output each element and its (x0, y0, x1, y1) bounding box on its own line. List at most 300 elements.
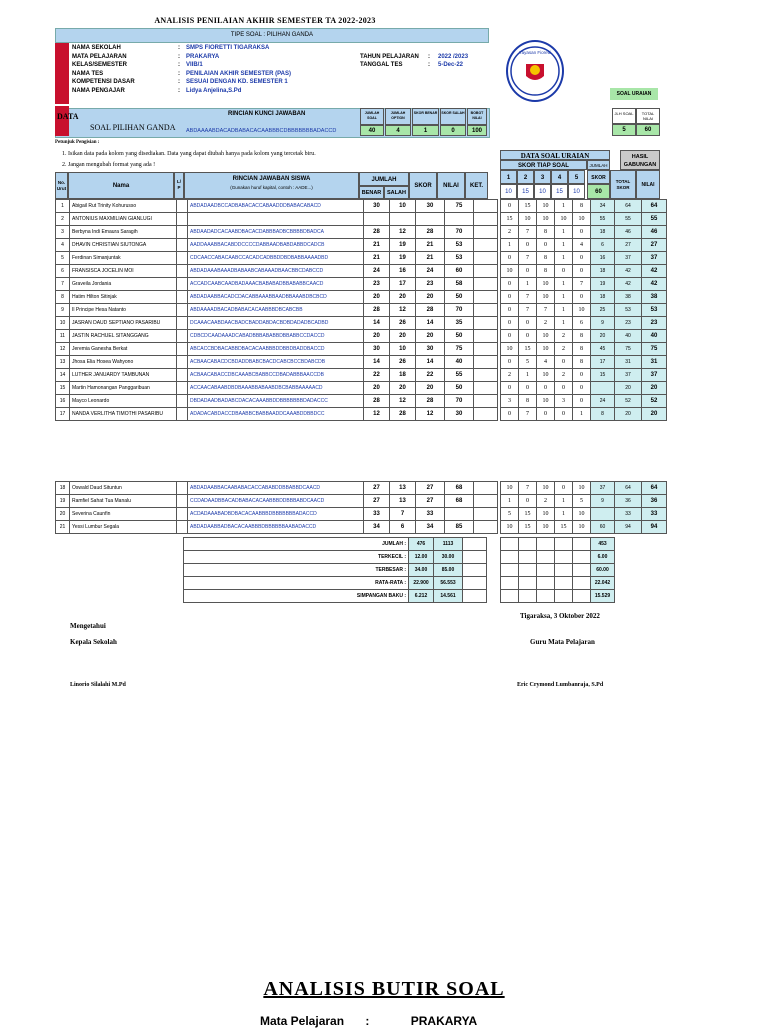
uraian-total: 75 (615, 343, 642, 356)
uraian-score: 3 (555, 395, 573, 408)
uraian-row (501, 291, 667, 304)
uraian-total: 38 (615, 291, 642, 304)
row-nilai: 53 (445, 252, 474, 265)
row-no: 17 (56, 408, 70, 421)
uraian-total: 40 (615, 330, 642, 343)
uraian-total: 23 (615, 317, 642, 330)
uraian-max: 10 (500, 184, 517, 199)
info-colon: : (178, 45, 180, 51)
info-value: PENILAIAN AKHIR SEMESTER (PAS) (186, 70, 292, 77)
header-small-label: SKOR BENAR (412, 108, 439, 125)
uraian-score: 0 (501, 356, 519, 369)
uraian-max: 10 (568, 184, 585, 199)
uraian-score: 10 (537, 508, 555, 521)
info-row (0, 45, 480, 53)
uraian-row (501, 356, 667, 369)
uraian-total: 42 (615, 265, 642, 278)
uraian-score: 0 (501, 200, 519, 213)
row-ket (474, 356, 498, 369)
uraian-small-value: 60 (636, 124, 660, 136)
info-key: KOMPETENSI DASAR (72, 79, 135, 85)
row-name: LUTHER JANUARDY TAMBUNAN (70, 369, 177, 382)
uraian-score: 0 (555, 408, 573, 421)
info-key: KELAS/SEMESTER (72, 62, 128, 68)
uraian-col: 5 (568, 170, 585, 184)
uraian-stats-empty (501, 538, 519, 551)
uraian-score: 0 (501, 291, 519, 304)
soal-pg-label: SOAL PILIHAN GANDA (90, 123, 176, 132)
uraian-total: 52 (615, 395, 642, 408)
uraian-score: 10 (537, 482, 555, 495)
info-colon: : (178, 53, 180, 60)
header-small-label: JUMLAH SOAL (360, 108, 384, 125)
header-rincian-sub: (Gunakan huruf kapital, contoh : AADE...) (230, 185, 313, 190)
uraian-col: 3 (534, 170, 551, 184)
uraian-score: 10 (537, 213, 555, 226)
row-ket (474, 330, 498, 343)
row-name: Severina Caunfin (70, 508, 177, 521)
table-row (56, 317, 498, 330)
row-answers (188, 213, 364, 226)
uraian-score: 0 (573, 395, 591, 408)
uraian-row (501, 200, 667, 213)
row-benar: 27 (364, 482, 390, 495)
stats-b: 56.553 (434, 577, 463, 590)
uraian-score: 0 (537, 408, 555, 421)
uraian-score: 8 (537, 252, 555, 265)
table-row (56, 200, 498, 213)
info-key: MATA PELAJARAN (72, 53, 127, 60)
uraian-score: 7 (519, 291, 537, 304)
uraian-nilai-val: 40 (642, 330, 667, 343)
uraian-stats-empty (537, 590, 555, 603)
row-answers: CDBCDCAADAAADCABADBBBABABBDBBABBCCDACCD (188, 330, 364, 343)
row-nilai: 70 (445, 395, 474, 408)
row-skor: 21 (416, 239, 445, 252)
uraian-nilai-val: 64 (642, 482, 667, 495)
uraian-total: 94 (615, 521, 642, 534)
guru-name: Eric Crymond Lumbanraja, S.Pd (517, 682, 604, 688)
uraian-stats-empty (573, 551, 591, 564)
row-lp (177, 239, 188, 252)
header-no: No. Urut (55, 172, 68, 199)
uraian-score: 7 (519, 252, 537, 265)
uraian-table (500, 199, 667, 421)
row-lp (177, 213, 188, 226)
info-row (0, 88, 480, 96)
table-row (56, 278, 498, 291)
stats-label: RATA-RATA : (184, 577, 409, 590)
place-date: Tigaraksa, 3 Oktober 2022 (520, 612, 600, 620)
row-answers: ABDAADADCACAABDBACACDABBBADBCBBBBDBADCA (188, 226, 364, 239)
row-salah: 19 (390, 252, 416, 265)
uraian-score: 1 (555, 304, 573, 317)
uraian-score: 7 (519, 408, 537, 421)
row-answers: ACBAACABACDCBDADDBABCBACDCABCBCCBDABCDB (188, 356, 364, 369)
uraian-row (501, 317, 667, 330)
uraian-hasil: HASIL GABUNGAN (620, 150, 660, 170)
row-ket (474, 265, 498, 278)
row-skor: 27 (416, 482, 445, 495)
info-key: NAMA SEKOLAH (72, 45, 121, 51)
row-answers: AADDAAABBACABDDCCCCDABBAADBABDABBDCADCB (188, 239, 364, 252)
uraian-score: 10 (501, 265, 519, 278)
row-nilai: 40 (445, 356, 474, 369)
uraian-score: 1 (519, 278, 537, 291)
stats-label: TERBESAR : (184, 564, 409, 577)
uraian-col: 2 (517, 170, 534, 184)
uraian-stats-empty (537, 577, 555, 590)
stats-b: 85.00 (434, 564, 463, 577)
row-answers: ABCACCBDBACABBDBACACAABBBDDBBDBADDBACCD (188, 343, 364, 356)
row-name: Il Principe Hesa Natanto (70, 304, 177, 317)
row-ket (474, 395, 498, 408)
stats-empty (463, 551, 487, 564)
uraian-score: 10 (537, 521, 555, 534)
row-lp (177, 495, 188, 508)
header-benar: BENAR (359, 186, 384, 199)
row-lp (177, 304, 188, 317)
uraian-row (501, 252, 667, 265)
row-answers: ACCADCAABCAADBADAAACBABABADBBABABBCAACD (188, 278, 364, 291)
row-nilai: 50 (445, 382, 474, 395)
info-colon: : (178, 87, 180, 94)
row-name: Oswald Daud Situntun (70, 482, 177, 495)
table-row (56, 521, 498, 534)
uraian-max: 15 (517, 184, 534, 199)
row-name: FRANSISCA JOCELIN MOI (70, 265, 177, 278)
uraian-row (501, 239, 667, 252)
row-name: Hatim Hilton Sitinjak (70, 291, 177, 304)
uraian-stats-table (500, 537, 615, 603)
uraian-total: 42 (615, 278, 642, 291)
uraian-total: 55 (615, 213, 642, 226)
row-answers: CDCAACCABACAABCCACADCADBBDDBDBABBAAAADBD (188, 252, 364, 265)
uraian-total: 46 (615, 226, 642, 239)
uraian-sum: 6 (591, 239, 615, 252)
uraian-stats-empty (573, 564, 591, 577)
uraian-score: 10 (501, 521, 519, 534)
info-colon: : (178, 62, 180, 68)
row-no: 20 (56, 508, 70, 521)
uraian-nilai-val: 27 (642, 239, 667, 252)
uraian-nilai-val: 42 (642, 265, 667, 278)
row-salah: 26 (390, 356, 416, 369)
row-ket (474, 252, 498, 265)
stats-empty (463, 564, 487, 577)
row-benar: 12 (364, 408, 390, 421)
row-ket (474, 278, 498, 291)
uraian-score: 7 (519, 482, 537, 495)
uraian-score: 2 (537, 317, 555, 330)
petunjuk-1: 1. Isikan data pada kolom yang disediakan. Data yang dapat diubah hanya pada kolom yang tercetak biru. (62, 151, 316, 157)
uraian-score: 0 (501, 330, 519, 343)
row-ket (474, 200, 498, 213)
info-value-right: 2022 /2023 (438, 53, 469, 60)
row-answers: ACDADAAABADBDBACACAABBBDBBBBBBBADACCD (188, 508, 364, 521)
uraian-total: 31 (615, 356, 642, 369)
uraian-score: 0 (537, 382, 555, 395)
info-value: VIIB/1 (186, 62, 203, 68)
row-benar: 33 (364, 508, 390, 521)
info-key: NAMA PENGAJAR (72, 87, 125, 94)
uraian-score: 0 (501, 252, 519, 265)
row-benar: 30 (364, 200, 390, 213)
uraian-stats-row (501, 538, 615, 551)
soal-uraian-label: SOAL URAIAN (610, 88, 658, 100)
row-benar: 14 (364, 317, 390, 330)
uraian-score: 10 (573, 304, 591, 317)
stats-label: TERKECIL : (184, 551, 409, 564)
uraian-stats-empty (573, 590, 591, 603)
row-answers: ABDADAABBACADCDACABBAAABBAADBBAAABDBCBCD (188, 291, 364, 304)
row-name: NANDA VERLITHA TIMOTHI PASARIBU (70, 408, 177, 421)
uraian-score: 15 (501, 213, 519, 226)
row-no: 11 (56, 330, 70, 343)
uraian-total: 64 (615, 200, 642, 213)
uraian-score: 10 (537, 369, 555, 382)
row-salah: 20 (390, 330, 416, 343)
uraian-score: 0 (537, 239, 555, 252)
info-value: PRAKARYA (186, 53, 220, 60)
uraian-score: 15 (519, 200, 537, 213)
stats-row (184, 590, 487, 603)
row-skor: 34 (416, 521, 445, 534)
uraian-score: 10 (555, 213, 573, 226)
row-nilai: 50 (445, 330, 474, 343)
uraian-score: 1 (573, 408, 591, 421)
uraian-stats-empty (537, 551, 555, 564)
row-lp (177, 200, 188, 213)
stats-a: 34.00 (409, 564, 434, 577)
uraian-row (501, 521, 667, 534)
header-nama: Nama (68, 172, 174, 199)
row-answers: ABDADAADBCCADBABACACCABAADDDBABACABACD (188, 200, 364, 213)
mp-label: Mata Pelajaran (260, 1014, 345, 1028)
stats-empty (463, 590, 487, 603)
stats-a: 22.900 (409, 577, 434, 590)
row-benar: 24 (364, 265, 390, 278)
row-benar: 30 (364, 343, 390, 356)
info-row (0, 62, 480, 70)
row-no: 6 (56, 265, 70, 278)
uraian-stats-empty (555, 538, 573, 551)
stats-a: 6.212 (409, 590, 434, 603)
uraian-score: 15 (555, 521, 573, 534)
uraian-sum: 18 (591, 291, 615, 304)
uraian-stats-empty (555, 577, 573, 590)
header-small-value: 4 (385, 125, 411, 136)
table-row (56, 304, 498, 317)
uraian-total-skor: TOTAL SKOR (610, 170, 636, 199)
row-lp (177, 343, 188, 356)
uraian-stats-row (501, 590, 615, 603)
uraian-score: 0 (519, 317, 537, 330)
uraian-score: 1 (555, 508, 573, 521)
row-answers: ABDADAAABAAADBABAABCABAAADBAACBBCDABCCD (188, 265, 364, 278)
row-name: Jeremia Ganesha Berkat (70, 343, 177, 356)
uraian-score: 1 (555, 239, 573, 252)
uraian-stats-empty (573, 577, 591, 590)
uraian-nilai: NILAI (636, 170, 660, 199)
row-skor: 21 (416, 252, 445, 265)
table-row (56, 495, 498, 508)
row-ket (474, 408, 498, 421)
uraian-total: 20 (615, 382, 642, 395)
row-benar: 22 (364, 369, 390, 382)
row-nilai: 53 (445, 239, 474, 252)
uraian-total: 20 (615, 408, 642, 421)
table-row (56, 291, 498, 304)
uraian-stats-empty (519, 590, 537, 603)
stats-a: 476 (409, 538, 434, 551)
stats-table (183, 537, 487, 603)
uraian-table-2 (500, 481, 667, 534)
uraian-row (501, 395, 667, 408)
uraian-sum (591, 508, 615, 521)
row-salah: 13 (390, 482, 416, 495)
header-jumlah: JUMLAH (359, 172, 409, 186)
row-benar: 21 (364, 252, 390, 265)
row-answers: DCAAACAABDAACBADCBADDABDACBDBDADADBCADBD (188, 317, 364, 330)
uraian-nilai-val: 64 (642, 200, 667, 213)
table-row (56, 265, 498, 278)
uraian-score: 8 (519, 395, 537, 408)
info-key-right: TANGGAL TES (360, 62, 403, 68)
row-lp (177, 508, 188, 521)
row-no: 10 (56, 317, 70, 330)
row-no: 21 (56, 521, 70, 534)
uraian-score: 2 (555, 330, 573, 343)
uraian-total: 53 (615, 304, 642, 317)
row-ket (474, 495, 498, 508)
uraian-nilai-val: 52 (642, 395, 667, 408)
row-no: 5 (56, 252, 70, 265)
row-skor: 14 (416, 356, 445, 369)
row-lp (177, 482, 188, 495)
info-value-right: 5-Dec-22 (438, 62, 464, 68)
uraian-sum: 45 (591, 343, 615, 356)
uraian-score: 1 (555, 226, 573, 239)
row-no: 19 (56, 495, 70, 508)
row-answers: ABDAAAADBACADBABACACAABBBDBCABCBB (188, 304, 364, 317)
info-colon: : (178, 79, 180, 85)
row-no: 18 (56, 482, 70, 495)
table-row (56, 343, 498, 356)
uraian-score: 7 (519, 226, 537, 239)
row-benar (364, 213, 390, 226)
uraian-total: 64 (615, 482, 642, 495)
guru-label: Guru Mata Pelajaran (530, 638, 595, 646)
uraian-nilai-val: 94 (642, 521, 667, 534)
uraian-nilai-val: 20 (642, 408, 667, 421)
row-salah: 12 (390, 226, 416, 239)
uraian-score: 0 (555, 482, 573, 495)
uraian-row (501, 330, 667, 343)
row-skor: 28 (416, 304, 445, 317)
row-lp (177, 382, 188, 395)
uraian-score: 1 (501, 495, 519, 508)
row-nilai: 70 (445, 226, 474, 239)
row-benar: 20 (364, 382, 390, 395)
row-ket (474, 482, 498, 495)
mengetahui: Mengetahui (70, 622, 106, 630)
row-answers: ACCAACABAABDBDBAAABBABAABDBCBABBAAAAACD (188, 382, 364, 395)
uraian-score: 1 (555, 252, 573, 265)
data-red-block (55, 106, 69, 136)
uraian-row (501, 495, 667, 508)
row-nilai (445, 213, 474, 226)
row-ket (474, 239, 498, 252)
row-name: Jhosa Elia Hosea Wahyono (70, 356, 177, 369)
row-name: Mayco Leonardo (70, 395, 177, 408)
row-answers: ABDADAABBADBACACAABBBDBBBBBBAABADACCD (188, 521, 364, 534)
uraian-stats-empty (519, 564, 537, 577)
uraian-row (501, 265, 667, 278)
uraian-score: 15 (519, 521, 537, 534)
row-salah: 18 (390, 369, 416, 382)
uraian-nilai-val: 37 (642, 369, 667, 382)
row-no: 13 (56, 356, 70, 369)
table-row (56, 226, 498, 239)
row-nilai: 68 (445, 495, 474, 508)
row-lp (177, 408, 188, 421)
uraian-sum: 25 (591, 304, 615, 317)
uraian-stats-val: 22.042 (591, 577, 615, 590)
info-colon-right: : (428, 53, 430, 60)
row-no: 3 (56, 226, 70, 239)
uraian-row (501, 382, 667, 395)
row-answers: ABDADAABBACAABABACACCABABDDBBABBDCAACD (188, 482, 364, 495)
uraian-score: 5 (501, 508, 519, 521)
row-lp (177, 395, 188, 408)
uraian-score: 10 (537, 291, 555, 304)
uraian-nilai-val: 42 (642, 278, 667, 291)
header-small-value: 40 (360, 125, 384, 136)
uraian-header (610, 112, 634, 122)
row-answers: ACBAACABACCDBCAAABCBABBCCDBADABBBAACCDB (188, 369, 364, 382)
row-nilai: 30 (445, 408, 474, 421)
row-nilai: 55 (445, 369, 474, 382)
row-salah (390, 213, 416, 226)
row-ket (474, 343, 498, 356)
row-salah: 6 (390, 521, 416, 534)
uraian-stats-empty (519, 538, 537, 551)
row-skor: 30 (416, 343, 445, 356)
data-label: DATA (57, 112, 79, 121)
uraian-score: 1 (501, 239, 519, 252)
row-no: 2 (56, 213, 70, 226)
row-ket (474, 291, 498, 304)
table-row (56, 252, 498, 265)
uraian-sub: SKOR TIAP SOAL (500, 160, 587, 170)
row-salah: 19 (390, 239, 416, 252)
uraian-nilai-val: 75 (642, 343, 667, 356)
row-lp (177, 252, 188, 265)
uraian-sum: 34 (591, 200, 615, 213)
uraian-stats-empty (555, 551, 573, 564)
uraian-score: 7 (519, 304, 537, 317)
uraian-score: 10 (573, 521, 591, 534)
stats-empty (463, 538, 487, 551)
row-lp (177, 278, 188, 291)
row-no: 1 (56, 200, 70, 213)
uraian-small-value: 5 (612, 124, 636, 136)
uraian-small-label: TOTAL NILAI (636, 108, 660, 124)
uraian-score: 15 (519, 343, 537, 356)
table-row (56, 408, 498, 421)
uraian-score: 0 (519, 382, 537, 395)
